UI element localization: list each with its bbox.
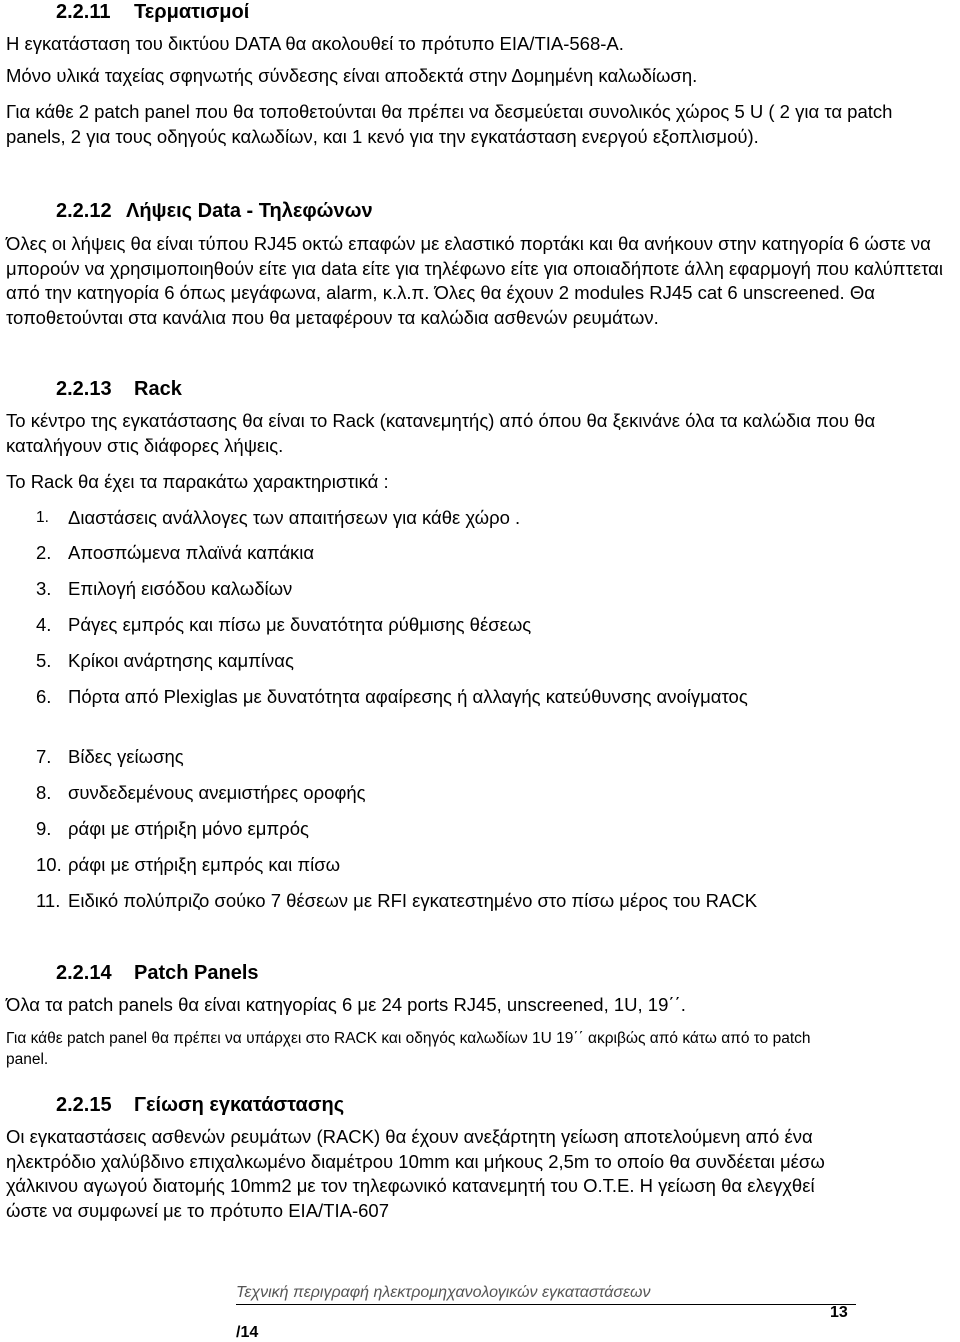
list-number: 11. [36,890,61,911]
list-number: 6. [36,686,52,707]
heading-title: Τερματισμοί [134,1,250,23]
heading-2-2-13 [56,377,182,401]
heading-number: 2.2.11 [56,1,111,23]
heading-2-2-15 [56,1093,344,1117]
heading-2-2-11 [56,0,249,24]
list-text: Επιλογή εισόδου καλωδίων [68,578,293,599]
heading-number: 2.2.12 [56,200,112,222]
list-number: 3. [36,578,52,599]
heading-number: 2.2.13 [56,378,112,400]
heading-title: Λήψεις Data - Τηλεφώνων [126,200,373,222]
list-text: συνδεδεμένους ανεμιστήρες οροφής [68,782,366,803]
list-number: 8. [36,782,52,803]
paragraph: Η εγκατάσταση του δικτύου DATA θα ακολουθεί το πρότυπο EIA/TIA-568-A. [6,33,624,54]
list-text: Ράγες εμπρός και πίσω με δυνατότητα ρύθμισης θέσεως [68,614,532,635]
list-text: Ειδικό πολύπριζο σούκο 7 θέσεων με RFI εγκατεστημένο στο πίσω μέρος του RACK [68,890,758,911]
list-number: 2. [36,542,52,563]
paragraph: Όλα τα patch panels θα είναι κατηγορίας 6 με 24 ports RJ45, unscreened, 1U, 19΄΄. [6,994,686,1015]
paragraph-small: Για κάθε patch panel θα πρέπει να υπάρχει στο RACK και οδηγός καλωδίων 1U 19΄΄ ακριβώς από κάτω από το patch panel. [6,1030,811,1068]
heading-2-2-14 [56,961,259,985]
list-text: ράφι με στήριξη μόνο εμπρός [68,818,309,839]
paragraph: Μόνο υλικά ταχείας σφηνωτής σύνδεσης είναι αποδεκτά στην Δομημένη καλωδίωση. [6,65,698,86]
paragraph: Το Rack θα έχει τα παρακάτω χαρακτηριστικά : [6,471,389,492]
paragraph: Όλες οι λήψεις θα είναι τύπου RJ45 οκτώ επαφών με ελαστικό πορτάκι και θα ανήκουν στην κατηγορία 6 ώστε να μπορούν να χρησιμοποιηθούν είτε για data είτε για τηλέφωνο είτε για οποιαδήποτε άλλη εφαρμογή που καλύπτεται από την κατηγορία 6 όπως μεγάφωνα, alarm, κ.λ.π. Όλες θα έχουν 2 modules RJ45 cat 6 unscreened. Θα τοποθετούνται στα κανάλια που θα μεταφέρουν τα καλώδια ασθενών ρευμάτων. [6,233,943,328]
footer-title: Τεχνική περιγραφή ηλεκτρομηχανολογικών εγκαταστάσεων [236,1284,651,1301]
list-text: ράφι με στήριξη εμπρός και πίσω [68,854,341,875]
heading-number: 2.2.14 [56,962,112,984]
heading-title: Patch Panels [134,962,259,984]
paragraph: Οι εγκαταστάσεις ασθενών ρευμάτων (RACK) θα έχουν ανεξάρτητη γείωση αποτελούμενη από ένα ηλεκτρόδιο χαλύβδινο επιχαλκωμένο διαμέτρου 10mm και μήκους 2,5m το οποίο θα συνδέεται μέσω χάλκινου αγωγού διατομής 10mm2 με τον τηλεφωνικό κατανεμητή του Ο.Τ.Ε. Η γείωση θα ελεγχθεί ώστε να συμφωνεί με το πρότυπο EIA/TIA-607 [6,1126,825,1221]
paragraph: Το κέντρο της εγκατάστασης θα είναι το Rack (κατανεμητής) από όπου θα ξεκινάνε όλα τα καλώδια που θα καταλήγουν στις διάφορες λήψεις. [6,410,876,456]
list-number: 10. [36,854,62,875]
footer-divider [236,1304,856,1305]
heading-title: Rack [134,378,182,400]
list-number: 7. [36,746,52,767]
list-text: Αποσπώμενα πλαϊνά καπάκια [68,542,315,563]
list-text: Κρίκοι ανάρτησης καμπίνας [68,650,294,671]
list-number: 1. [36,509,49,526]
list-text: Διαστάσεις ανάλλογες των απαιτήσεων για κάθε χώρο . [68,507,521,528]
list-text: Βίδες γείωσης [68,746,184,767]
paragraph: Για κάθε 2 patch panel που θα τοποθετούνται θα πρέπει να δεσμεύεται συνολικός χώρος 5 U ( 2 για τα patch panels, 2 για τους οδηγούς καλωδίων, και 1 κενό για την εγκατάσταση ενεργού εξοπλισμού). [6,101,893,147]
list-number: 5. [36,650,52,671]
list-number: 4. [36,614,52,635]
heading-title: Γείωση εγκατάστασης [134,1094,345,1116]
heading-2-2-12 [56,199,373,223]
page-total: /14 [236,1324,259,1341]
heading-number: 2.2.15 [56,1094,112,1116]
list-text: Πόρτα από Plexiglas με δυνατότητα αφαίρεσης ή αλλαγής κατεύθυνσης ανοίγματος [68,686,748,707]
page-number: 13 [830,1304,848,1321]
list-number: 9. [36,818,52,839]
